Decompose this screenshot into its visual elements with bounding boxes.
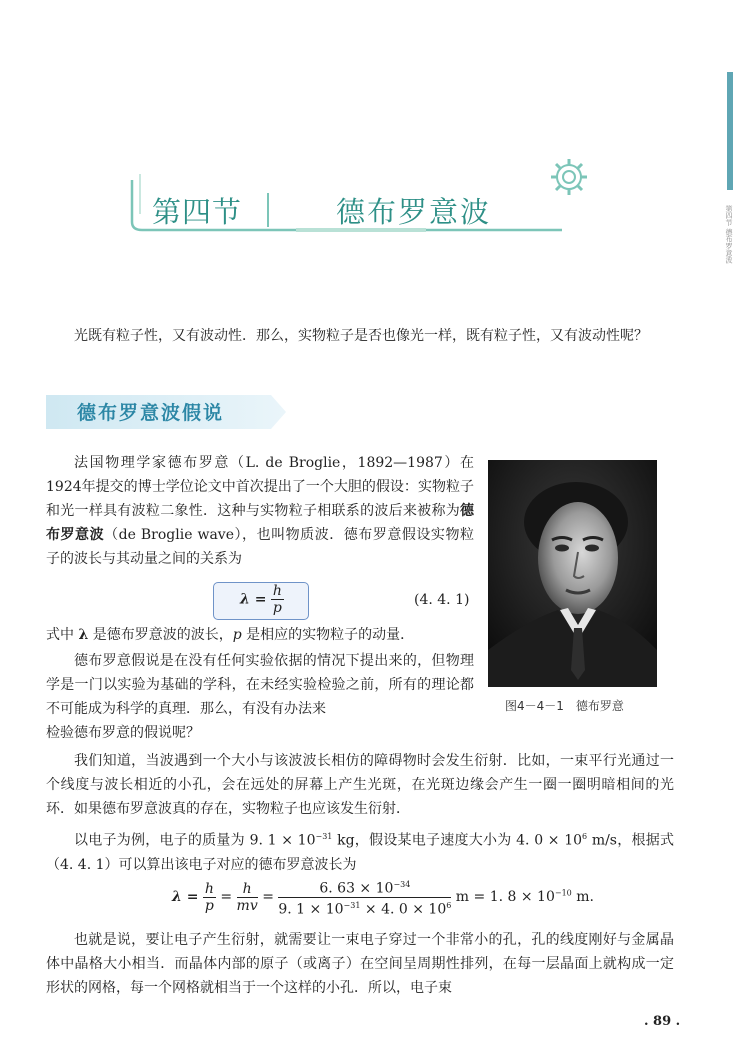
wavelength-calculation: λ = $\frac{h}{p}$ = $\frac{h}{mv}$ = $\frac{6. 63 \times 10^{-34}}{9. 1 \times 10^{-31} \times 4. 0 \times 10^6}$ m = 1. $8 \times 10^{-10}$ m. — [172, 877, 594, 917]
figure-caption: 图4－4－1 德布罗意 — [505, 699, 624, 713]
intro-paragraph: 光既有粒子性，又有波动性．那么，实物粒子是否也像光一样，既有粒子性，又有波动性呢？ — [74, 328, 648, 344]
header-divider — [267, 193, 269, 227]
page-number: . 89 . — [644, 1014, 681, 1029]
paragraph-definition: 式中 λ 是德布罗意波的波长，p 是相应的实物粒子的动量． — [46, 627, 415, 643]
equation-4-4-1: λ = $\frac{h}{p}$ — [240, 583, 282, 616]
equation-number: (4. 4. 1) — [414, 592, 470, 608]
paragraph-hypothesis: 法国物理学家德布罗意（L. de Broglie，1892—1987）在1924年提交的博士学位论文中首次提出了一个大胆的假设：实物粒子和光一样具有波粒二象性．这种与实物粒子相联系的波后来被称为德布罗意波（de Broglie wave），也叫物质波．德布罗意假设实物粒子的波长与其动量之间的关系为 — [46, 455, 474, 567]
paragraph-crystal-lattice: 也就是说，要让电子产生衍射，就需要让一束电子穿过一个非常小的孔，孔的线度刚好与金属晶体中晶格大小相当．而晶体内部的原子（或离子）在空间呈周期性排列，在每一层晶面上就构成一定形状的网格，每一个网格就相当于一个这样的小孔．所以，电子束 — [46, 932, 674, 996]
term-de-broglie-wave: 德布罗意波 — [46, 503, 474, 543]
paragraph-diffraction: 我们知道，当波遇到一个大小与该波波长相仿的障碍物时会发生衍射．比如，一束平行光通过一个线度与波长相近的小孔，会在远处的屏幕上产生光斑，在光斑边缘会产生一圈一圈明暗相间的光环．如果德布罗意波真的存在，实物粒子也应该发生衍射． — [46, 753, 674, 817]
section-title: 德布罗意波 — [336, 195, 492, 229]
section-label: 第四节 — [152, 195, 243, 229]
edge-tab-bar — [727, 72, 733, 190]
paragraph-electron-example: 以电子为例，电子的质量为 9. $1 \times 10^{-31}$ kg，假设某电子速度大小为 4. $0 \times 10^6$ m/s，根据式（4. 4. 1）可以算出该电子对应的德布罗意波长为 — [46, 832, 674, 873]
gear-icon — [548, 156, 590, 198]
subheading: 德布罗意波假说 — [77, 402, 225, 424]
paragraph-experiment-end: 检验德布罗意的假说呢？ — [46, 725, 200, 741]
edge-tab-text: 第四节 德布罗意波 — [725, 205, 733, 264]
paragraph-experiment: 德布罗意假说是在没有任何实验依据的情况下提出来的，但物理学是一门以实验为基础的学科，在未经实验检验之前，所有的理论都不可能成为科学的真理．那么，有没有办法来 — [46, 653, 474, 717]
portrait-photo — [488, 460, 657, 687]
